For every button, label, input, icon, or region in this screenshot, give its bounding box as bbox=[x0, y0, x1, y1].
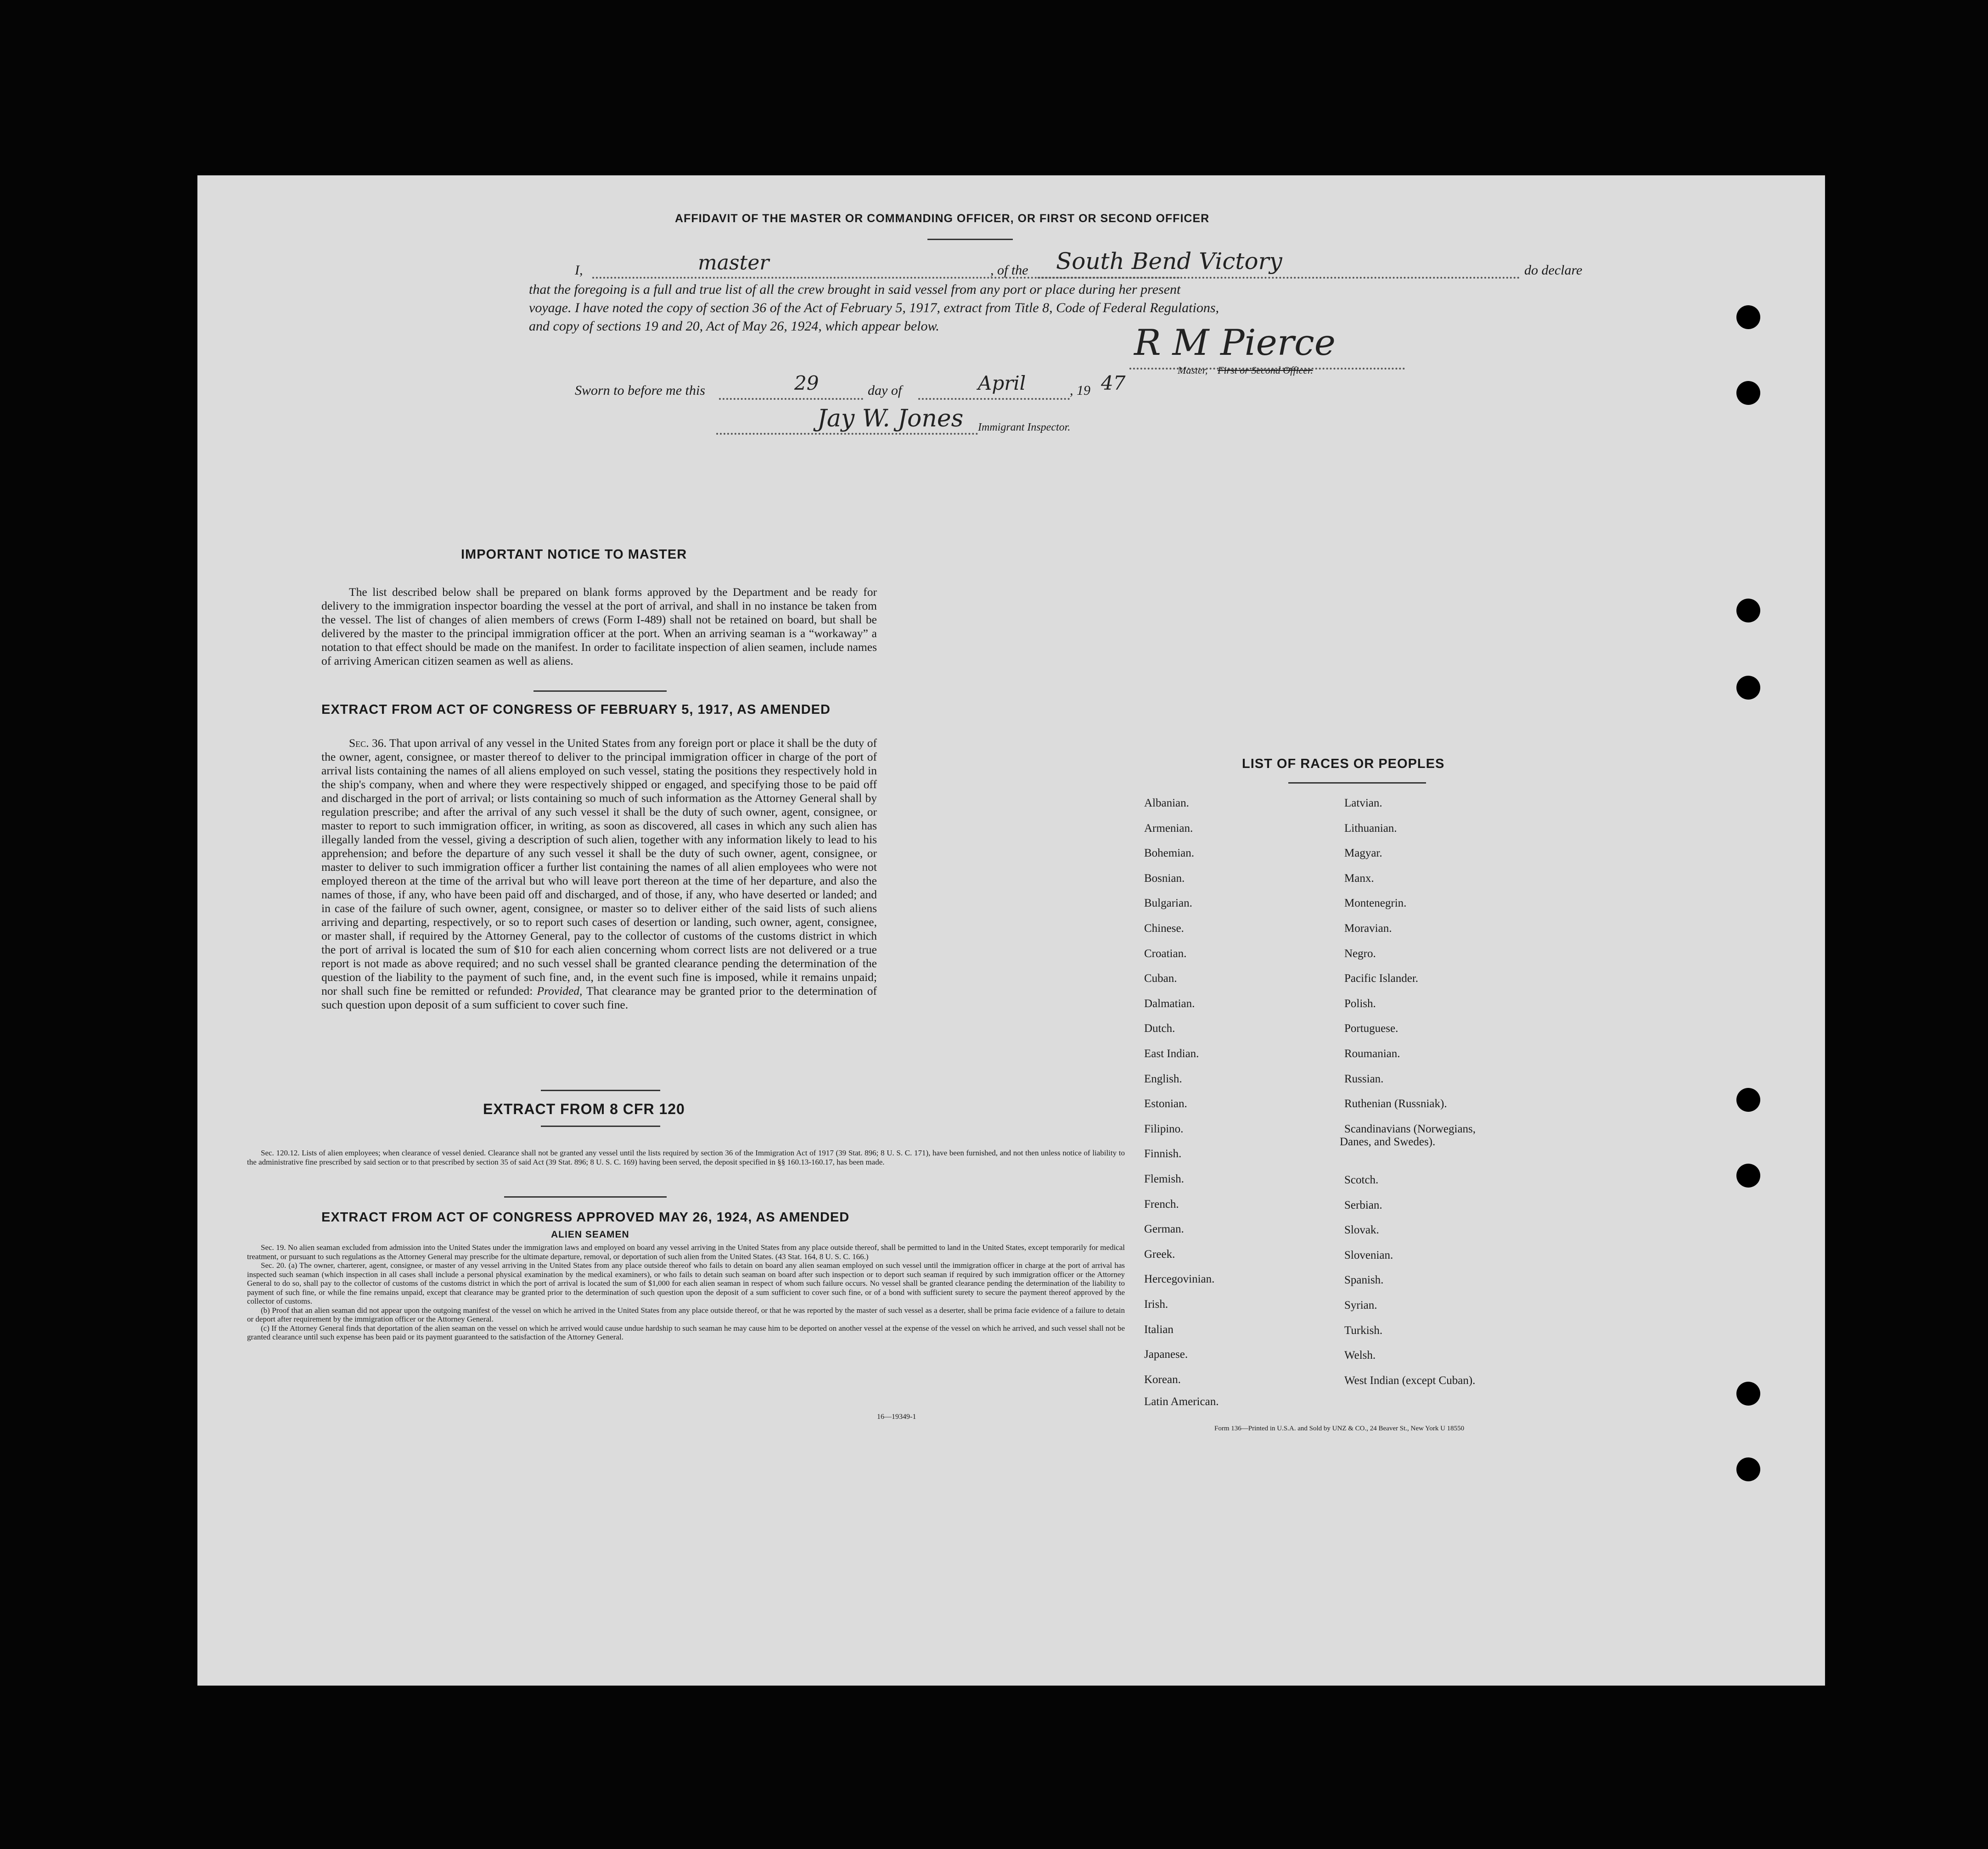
race-item: Dalmatian. bbox=[1144, 997, 1195, 1010]
race-item: Russian. bbox=[1344, 1072, 1384, 1085]
race-item: Scandinavians (Norwegians, bbox=[1344, 1122, 1476, 1135]
first-second-officer-label: First or Second Officer. bbox=[1218, 364, 1313, 376]
race-item: Syrian. bbox=[1344, 1299, 1377, 1311]
divider bbox=[504, 1196, 667, 1198]
sec-20a-text: Sec. 20. (a) The owner, charterer, agent, consignee, or master of any vessel arriving in the United States from any place outside thereof who fails to detain on board any alien seaman employed on such vessel until the immigration officer in charge at the port of arrival has inspected such seaman (which inspection in all cases shall include a personal physical examination by the medical examiners), or who fails to detain such seaman on board after such inspection or to deport such seaman if required by such immigration officer or the Attorney General to do so, shall pay to the collector of customs of the customs district in which the port of arrival is located the sum of $1,000 for each alien seaman in respect of whom such failure occurs. No vessel shall be granted clearance pending the determination of the liability to payment of such fine, or while the fine remains unpaid, except that clearance may be granted prior to the determination of such question upon the deposit of a sum sufficient to cover such fine, or of a bond with sufficient surety to secure the payment thereof approved by the collector of customs. bbox=[247, 1261, 1125, 1306]
year-handwritten: 47 bbox=[1101, 372, 1126, 394]
sworn-label: Sworn to before me this bbox=[575, 383, 705, 398]
race-item: Negro. bbox=[1344, 947, 1376, 960]
race-item: Lithuanian. bbox=[1344, 822, 1397, 835]
race-item: Korean. bbox=[1144, 1373, 1181, 1386]
race-item: Greek. bbox=[1144, 1248, 1175, 1261]
race-item: Bulgarian. bbox=[1144, 897, 1192, 910]
race-item: Pacific Islander. bbox=[1344, 972, 1419, 985]
of-the-label: , of the bbox=[990, 263, 1028, 278]
provided-label: Provided, bbox=[537, 984, 583, 997]
day-of-label: day of bbox=[868, 383, 902, 398]
sec-36-label: Sec. 36. bbox=[349, 736, 387, 750]
punch-hole bbox=[1736, 381, 1760, 405]
month-handwritten: April bbox=[978, 372, 1026, 394]
printer-footer: Form 136—Printed in U.S.A. and Sold by UNZ & CO., 24 Beaver St., New York U 18550 bbox=[1214, 1425, 1465, 1432]
i-label: I, bbox=[575, 263, 583, 278]
race-item: Japanese. bbox=[1144, 1348, 1188, 1361]
extract-1924-heading: EXTRACT FROM ACT OF CONGRESS APPROVED MAY 26, 1924, AS AMENDED bbox=[321, 1210, 850, 1225]
form-code: 16—19349-1 bbox=[877, 1413, 916, 1421]
divider bbox=[541, 1090, 660, 1091]
race-item: Magyar. bbox=[1344, 847, 1382, 860]
day-field[interactable] bbox=[719, 398, 863, 400]
notice-text: The list described below shall be prepared on blank forms approved by the Department and be ready for delivery to the immigration inspector boarding the vessel at the port of arrival, and shall in no instance be taken from the vessel. The list of changes of alien members of crews (Form I-489) shall not be retained on board, but shall be delivered by the master to the principal immigration officer at the port. When an arriving seaman is a “workaway” a notation to that effect should be made on the manifest. In order to facilitate inspection of alien seamen, include names of arriving American citizen seamen as well as aliens. bbox=[321, 585, 877, 667]
punch-hole bbox=[1736, 1382, 1760, 1406]
race-item: Polish. bbox=[1344, 997, 1376, 1010]
race-item: Montenegrin. bbox=[1344, 897, 1407, 910]
race-item: Slovenian. bbox=[1344, 1249, 1393, 1261]
sec-36-text-end: That clearance may be granted prior to the determination of such question upon deposit of a sum sufficient to cover such fine. bbox=[321, 984, 877, 1011]
form-page bbox=[197, 175, 1825, 1686]
race-item: Danes, and Swedes). bbox=[1340, 1135, 1436, 1148]
race-item: Finnish. bbox=[1144, 1148, 1182, 1160]
inspector-signature-line[interactable] bbox=[716, 432, 978, 435]
extract-cfr-heading: EXTRACT FROM 8 CFR 120 bbox=[483, 1101, 685, 1117]
race-item: Scotch. bbox=[1344, 1174, 1379, 1186]
punch-hole bbox=[1736, 1457, 1760, 1481]
year-prefix: , 19 bbox=[1070, 383, 1090, 398]
race-item: Croatian. bbox=[1144, 947, 1187, 960]
race-item: Bohemian. bbox=[1144, 847, 1195, 860]
race-item: Hercegovinian. bbox=[1144, 1273, 1215, 1286]
race-item: East Indian. bbox=[1144, 1048, 1199, 1060]
master-name-handwritten: master bbox=[698, 251, 769, 275]
punch-hole bbox=[1736, 1164, 1760, 1188]
alien-seamen-subheading: ALIEN SEAMEN bbox=[551, 1229, 629, 1240]
race-item: Filipino. bbox=[1144, 1122, 1184, 1135]
race-item: Latin American. bbox=[1144, 1395, 1219, 1408]
vessel-name-handwritten: South Bend Victory bbox=[1056, 248, 1282, 275]
affidavit-heading: AFFIDAVIT OF THE MASTER OR COMMANDING OFFICER, OR FIRST OR SECOND OFFICER bbox=[675, 212, 1210, 225]
race-item: Spanish. bbox=[1344, 1274, 1384, 1287]
divider bbox=[1288, 782, 1426, 784]
sec-20b-text: (b) Proof that an alien seaman did not appear upon the outgoing manifest of the vessel on which he arrived in the United States from any place outside thereof, or that he was reported by the master of such vessel as a deserter, shall be prima facie evidence of a failure to detain or deport after requirement by the immigration officer or the Attorney General. bbox=[247, 1306, 1125, 1323]
master-label: Master, bbox=[1178, 364, 1208, 376]
notice-heading: IMPORTANT NOTICE TO MASTER bbox=[461, 547, 687, 562]
vessel-name-field[interactable] bbox=[1038, 276, 1520, 279]
sec-19-text: Sec. 19. No alien seaman excluded from admission into the United States under the immigration laws and employed on board any vessel arriving in the United States from any place outside thereof, shall be permitted to land in the United States, except temporarily for medical treatment, or pursuant to such regulations as the Attorney General may prescribe for the ultimate departure, removal, or deportation of such alien from the United States. (43 Stat. 164, 8 U. S. C. 166.) bbox=[247, 1243, 1125, 1261]
extract-1917-heading: EXTRACT FROM ACT OF CONGRESS OF FEBRUARY 5, 1917, AS AMENDED bbox=[321, 702, 831, 717]
punch-hole bbox=[1736, 305, 1760, 329]
affidavit-line-2: that the foregoing is a full and true list of all the crew brought in said vessel from any port or place during her present bbox=[529, 282, 1181, 297]
race-item: Ruthenian (Russniak). bbox=[1344, 1098, 1447, 1110]
extract-1917-body bbox=[321, 736, 877, 1012]
affidavit-line-3: voyage. I have noted the copy of section 36 of the Act of February 5, 1917, extract from Title 8, Code of Federal Regulations, bbox=[529, 300, 1219, 315]
extract-cfr-body bbox=[247, 1149, 1125, 1166]
race-item: Roumanian. bbox=[1344, 1048, 1400, 1060]
race-item: Welsh. bbox=[1344, 1349, 1376, 1362]
race-item: Portuguese. bbox=[1344, 1022, 1398, 1035]
race-item: Italian bbox=[1144, 1323, 1174, 1336]
race-item: Turkish. bbox=[1344, 1324, 1383, 1337]
inspector-signature: Jay W. Jones bbox=[817, 405, 964, 432]
race-item: Armenian. bbox=[1144, 822, 1193, 835]
day-handwritten: 29 bbox=[794, 372, 819, 394]
declare-label: do declare bbox=[1524, 263, 1583, 278]
race-item: Bosnian. bbox=[1144, 872, 1185, 885]
inspector-label: Immigrant Inspector. bbox=[978, 421, 1071, 433]
affidavit-line-4: and copy of sections 19 and 20, Act of May 26, 1924, which appear below. bbox=[529, 319, 939, 334]
divider bbox=[534, 690, 667, 692]
race-item: French. bbox=[1144, 1198, 1179, 1210]
punch-hole bbox=[1736, 1088, 1760, 1112]
races-heading: LIST OF RACES OR PEOPLES bbox=[1242, 756, 1445, 771]
race-item: Manx. bbox=[1344, 872, 1374, 885]
race-item: Albanian. bbox=[1144, 797, 1189, 809]
race-item: Cuban. bbox=[1144, 972, 1177, 985]
race-item: West Indian (except Cuban). bbox=[1344, 1374, 1476, 1387]
punch-hole bbox=[1736, 676, 1760, 700]
race-item: Moravian. bbox=[1344, 922, 1392, 935]
extract-1924-body bbox=[247, 1243, 1125, 1342]
sec-20c-text: (c) If the Attorney General finds that deportation of the alien seaman on the vessel on which he arrived would cause undue hardship to such seaman he may cause him to be deported on another vessel at the expense of the vessel on which he arrived, and such vessel shall not be granted clearance until such expense has been paid or its payment guaranteed to the satisfaction of the Attorney General. bbox=[247, 1323, 1125, 1341]
sec-36-text: That upon arrival of any vessel in the United States from any foreign port or place it shall be the duty of the owner, agent, consignee, or master thereof to deliver to the principal immigration officer in charge of the port of arrival lists containing the names of all aliens employed on such vessel, stating the positions they respectively hold in the ship's company, when and where they were respectively shipped or engaged, and specifying those to be paid off and discharged in the port of arrival; or lists containing so much of such information as the Attorney General shall by regulation prescribe; and after the arrival of any such vessel it shall be the duty of such owner, agent, consignee, or master to report to such immigration officer, in writing, as soon as discovered, all cases in which any such alien has illegally landed from the vessel, giving a description of such alien, together with any information likely to lead to his apprehension; and before the departure of any such vessel it shall be the duty of such owner, agent, consignee, or master to deliver to such immigration officer a further list containing the names of all alien employees who were not employed thereon at the time of the arrival but who will leave port thereon at the time of her departure, and also the names of those, if any, who have been paid off and discharged, and of those, if any, who have deserted or landed; and in case of the failure of such owner, agent, consignee, or master so to deliver either of the said lists of such aliens arriving and departing, respectively, or so to report such cases of desertion or landing, such owner, agent, consignee, or master shall, if required by the Attorney General, pay to the collector of customs of the customs district in which the port of arrival is located the sum of $10 for each alien concerning whom correct lists are not delivered or a true report is not made as above required; and no such vessel shall be granted clearance pending the determination of the question of the liability to the payment of such fine, and, in the event such fine is imposed, while it remains unpaid; nor shall such fine be remitted or refunded: bbox=[321, 736, 877, 997]
month-field[interactable] bbox=[918, 398, 1070, 400]
race-item: Flemish. bbox=[1144, 1173, 1184, 1185]
notice-body bbox=[321, 585, 877, 668]
race-item: Latvian. bbox=[1344, 797, 1382, 809]
race-item: Chinese. bbox=[1144, 922, 1184, 935]
race-item: Serbian. bbox=[1344, 1199, 1382, 1211]
race-item: English. bbox=[1144, 1072, 1182, 1085]
race-item: Irish. bbox=[1144, 1298, 1168, 1311]
divider bbox=[927, 239, 1013, 240]
master-signature: R M Pierce bbox=[1134, 322, 1336, 364]
race-item: Dutch. bbox=[1144, 1022, 1175, 1035]
cfr-text: Sec. 120.12. Lists of alien employees; when clearance of vessel denied. Clearance shall not be granted any vessel until the lists required by section 36 of the Immigration Act of 1917 (39 Stat. 896; 8 U. S. C. 171), have been furnished, and not then unless notice of liability to the administrative fine prescribed by said section or to that prescribed by section 35 of said Act (39 Stat. 896; 8 U. S. C. 169) having been served, the deposit specified in §§ 160.13-160.17, has been made. bbox=[247, 1149, 1125, 1166]
race-item: Slovak. bbox=[1344, 1224, 1379, 1237]
race-item: German. bbox=[1144, 1223, 1184, 1236]
race-item: Estonian. bbox=[1144, 1098, 1187, 1110]
punch-hole bbox=[1736, 599, 1760, 622]
divider bbox=[541, 1126, 660, 1127]
